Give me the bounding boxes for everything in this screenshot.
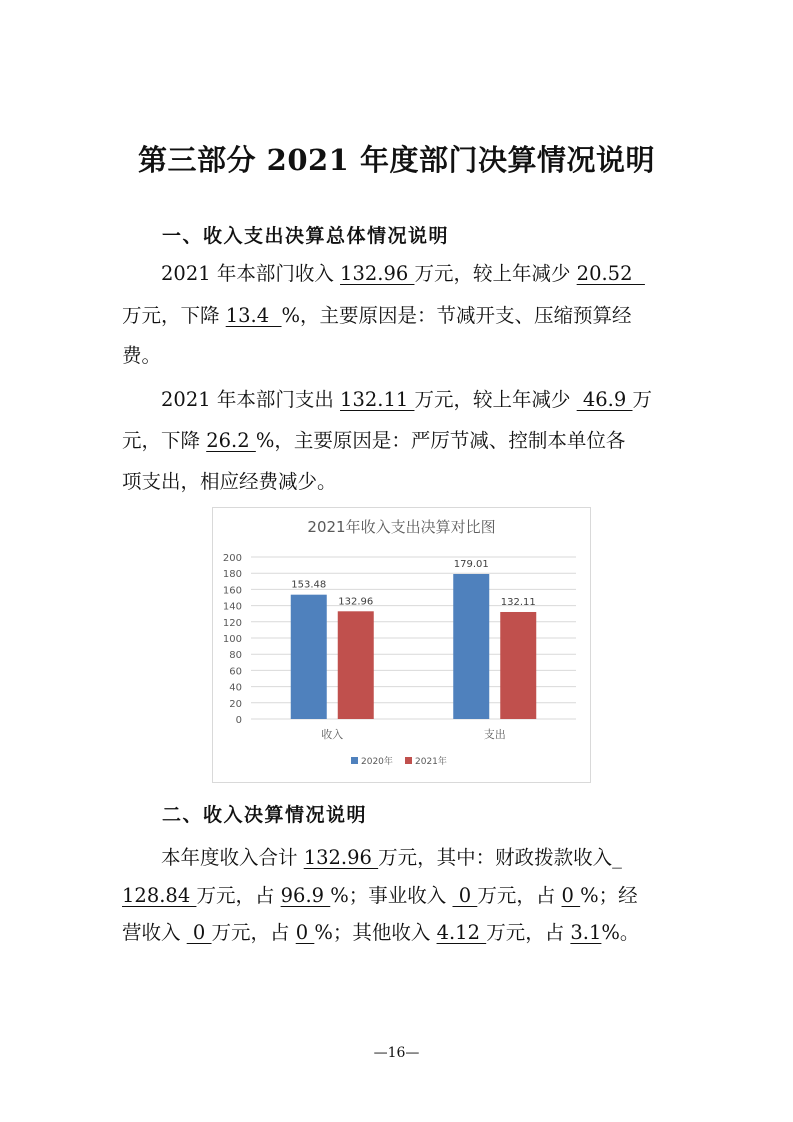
text: %，主要原因是：严厉节减、控制本单位各 xyxy=(255,429,626,452)
section2-heading: 二、收入决算情况说明 xyxy=(162,804,368,826)
text: 万元，其中：财政拨款收入_ xyxy=(378,846,622,869)
business-income-pct: 0 xyxy=(561,884,581,907)
s1-p2-line3: 项支出，相应经费减少。 xyxy=(122,470,337,493)
y-tick-label: 60 xyxy=(229,666,242,678)
data-label: 132.96 xyxy=(338,596,374,608)
text: 万元，占 xyxy=(196,884,281,907)
page-title: 第三部分 2021 年度部门决算情况说明 xyxy=(138,143,655,177)
expense-decrease-pct: 26.2 xyxy=(206,429,256,452)
s1-p1-line1 xyxy=(161,258,721,286)
text: 万元，较上年减少 xyxy=(414,388,577,411)
legend-label: 2020年 xyxy=(361,757,393,767)
s1-p1-line2 xyxy=(122,300,682,328)
text: 本年度收入合计 xyxy=(161,846,304,869)
bar xyxy=(453,574,489,719)
legend-label: 2021年 xyxy=(415,757,447,767)
y-tick-label: 200 xyxy=(222,553,242,564)
bar xyxy=(338,611,374,719)
operating-income-pct: 0 xyxy=(295,921,315,944)
s1-p2-line2 xyxy=(122,425,682,453)
y-tick-label: 20 xyxy=(229,698,242,710)
y-tick-label: 40 xyxy=(229,682,242,694)
text: %；经 xyxy=(580,884,638,907)
text: %；其他收入 xyxy=(314,921,437,944)
data-label: 132.11 xyxy=(500,596,536,608)
x-category-label: 收入 xyxy=(321,728,344,741)
text: %；事业收入 xyxy=(330,884,453,907)
text: 万元，下降 xyxy=(122,304,226,327)
legend-swatch xyxy=(351,757,358,764)
text: %。 xyxy=(601,921,640,944)
text: 万元，占 xyxy=(477,884,562,907)
y-tick-label: 160 xyxy=(222,585,242,597)
text: 营收入 xyxy=(122,921,187,944)
data-label: 179.01 xyxy=(453,559,489,571)
fiscal-income-value: 128.84 xyxy=(122,884,197,907)
data-label: 153.48 xyxy=(291,579,327,591)
text: 2021 年本部门支出 xyxy=(161,388,341,411)
expense-total-value: 132.11 xyxy=(340,388,415,411)
income-sum-value: 132.96 xyxy=(303,846,379,869)
other-income-value: 4.12 xyxy=(436,921,487,944)
text: 万元，占 xyxy=(211,921,296,944)
expense-decrease-value: 46.9 xyxy=(576,388,633,411)
text: 2021 年本部门收入 xyxy=(161,262,341,285)
y-tick-label: 180 xyxy=(222,569,242,581)
y-tick-label: 120 xyxy=(222,617,242,629)
other-income-pct: 3.1 xyxy=(570,921,602,944)
income-decrease-pct: 13.4 xyxy=(225,304,282,327)
chart-svg xyxy=(213,508,590,782)
y-tick-label: 100 xyxy=(222,634,242,645)
s2-p1-line3 xyxy=(122,917,682,945)
text: %，主要原因是：节减开支、压缩预算经 xyxy=(281,304,632,327)
page-number: —16— xyxy=(373,1045,420,1061)
s2-p1-line2 xyxy=(122,880,682,908)
income-total-value: 132.96 xyxy=(340,262,415,285)
operating-income-value: 0 xyxy=(186,921,212,944)
section1-heading: 一、收入支出决算总体情况说明 xyxy=(162,225,450,247)
bar xyxy=(291,595,327,719)
business-income-value: 0 xyxy=(452,884,478,907)
text: 万 xyxy=(632,388,653,411)
fiscal-income-pct: 96.9 xyxy=(280,884,331,907)
text: 万元，占 xyxy=(486,921,571,944)
bar xyxy=(500,612,536,719)
x-category-label: 支出 xyxy=(483,728,506,741)
s1-p1-line3: 费。 xyxy=(122,344,162,367)
s2-p1-line1 xyxy=(161,842,721,870)
bar-chart xyxy=(212,507,591,783)
chart-title: 2021年收入支出决算对比图 xyxy=(307,518,496,536)
income-decrease-value: 20.52 xyxy=(576,262,645,285)
y-tick-label: 80 xyxy=(229,650,242,662)
text: 元，下降 xyxy=(122,429,207,452)
legend-swatch xyxy=(405,757,412,764)
y-tick-label: 0 xyxy=(235,715,242,726)
s1-p2-line1 xyxy=(161,384,721,412)
y-tick-label: 140 xyxy=(222,601,242,613)
text: 万元，较上年减少 xyxy=(414,262,577,285)
